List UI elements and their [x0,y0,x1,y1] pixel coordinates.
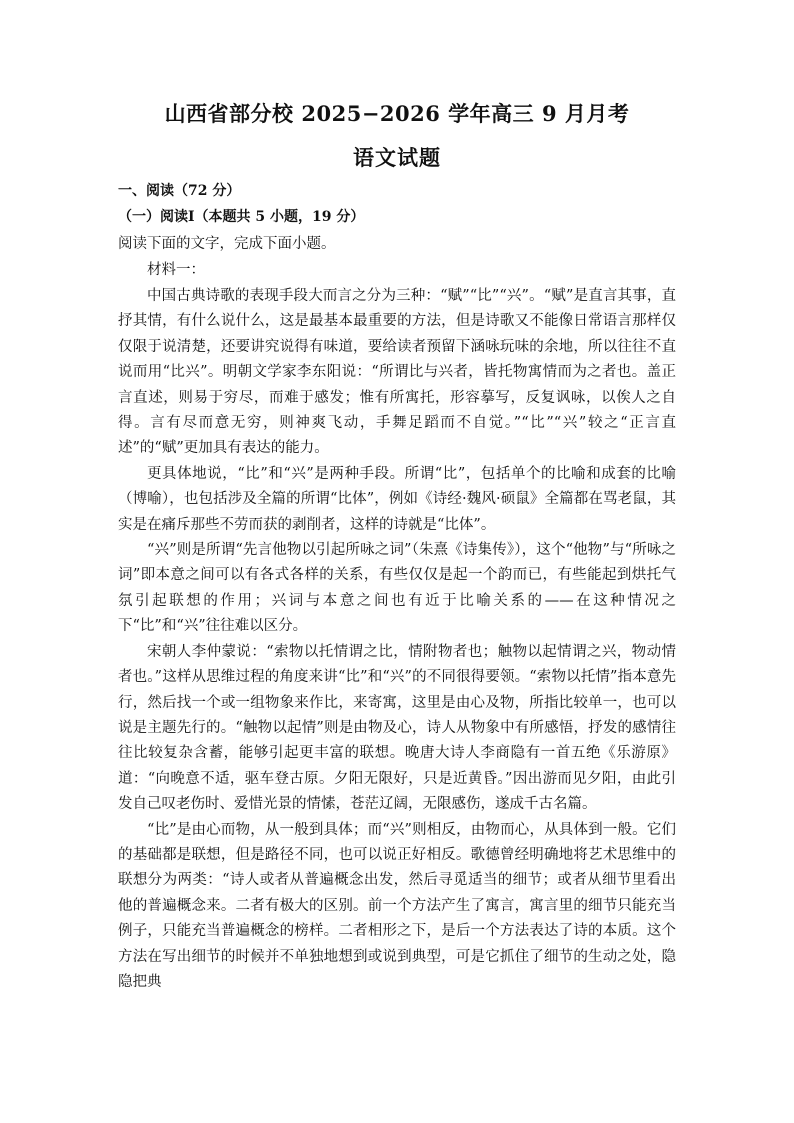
reading-instruction: 阅读下面的文字，完成下面小题。 [118,236,336,252]
passage-paragraph: “比”是由心而物，从一般到具体；而“兴”则相反，由物而心，从具体到一般。它们的基础都是联想，但是路径不同，也可以说正好相反。歌德曾经明确地将艺术思维中的联想分为两类：“诗人或者从普遍概念出发，然后寻觅适当的细节；或者从细节里看出他的普遍概念来。二者有极大的区别。前一个方法产生了寓言，寓言里的细节只能充当例子，只能充当普遍概念的榜样。二者相形之下，是后一个方法表达了诗的本质。这个方法在写出细节的时候并不单独地想到或说到典型，可是它抓住了细节的生动之处，隐隐把典 [118,821,676,990]
exam-title: 山西省部分校 2025−2026 学年高三 9 月月考 [164,101,630,126]
passage-paragraph: 宋朝人李仲蒙说：“索物以托情谓之比，情附物者也；触物以起情谓之兴，物动情者也。”这样从思维过程的角度来讲“比”和“兴”的不同很得要领。“索物以托情”指本意先行，然后找一个或一组物象来作比，来寄寓，这里是由心及物，所指比较单一，也可以说是主题先行的。“触物以起情”则是由物及心，诗人从物象中有所感悟，抒发的感情往往比较复杂含蓄，能够引起更丰富的联想。晚唐大诗人李商隐有一首五绝《乐游原》道：“向晚意不适，驱车登古原。夕阳无限好，只是近黄昏。”因出游而见夕阳，由此引发自己叹老伤时、爱惜光景的情愫，苍茫辽阔，无限感伤，遂成千古名篇。 [118,643,676,813]
exam-subject-title: 语文试题 [353,145,441,170]
reading-passage [118,284,676,995]
passage-paragraph: 更具体地说，“比”和“兴”是两种手段。所谓“比”，包括单个的比喻和成套的比喻（博喻），也包括涉及全篇的所谓“比体”，例如《诗经·魏风·硕鼠》全篇都在骂老鼠，其实是在痛斥那些不劳而获的剥削者，这样的诗就是“比体”。 [118,465,676,533]
passage-paragraph: 中国古典诗歌的表现手段大而言之分为三种：“赋”“比”“兴”。“赋”是直言其事，直抒其情，有什么说什么，这是最基本最重要的方法，但是诗歌又不能像日常语言那样仅仅限于说清楚，还要讲究说得有味道，要给读者预留下涵咏玩味的余地，所以往往不直说而用“比兴”。明朝文学家李东阳说：“所谓比与兴者，皆托物寓情而为之者也。盖正言直述，则易于穷尽，而难于感发；惟有所寓托，形容摹写，反复讽咏，以俟人之自得。言有尽而意无穷，则神爽飞动，手舞足蹈而不自觉。”“比”“兴”较之“正言直述”的“赋”更加具有表达的能力。 [118,288,676,457]
subsection-heading: （一）阅读Ⅰ（本题共 5 小题，19 分） [118,209,365,225]
section-heading: 一、阅读（72 分） [118,183,241,199]
passage-paragraph: “兴”则是所谓“先言他物以引起所咏之词”（朱熹《诗集传》），这个“他物”与“所咏之词”即本意之间可以有各式各样的关系，有些仅仅是起一个韵而已，有些能起到烘托气氛引起联想的作用；兴词与本意之间也有近于比喻关系的——在这种情况之下“比”和“兴”往往难以区分。 [118,542,676,635]
material-label: 材料一： [147,262,205,278]
